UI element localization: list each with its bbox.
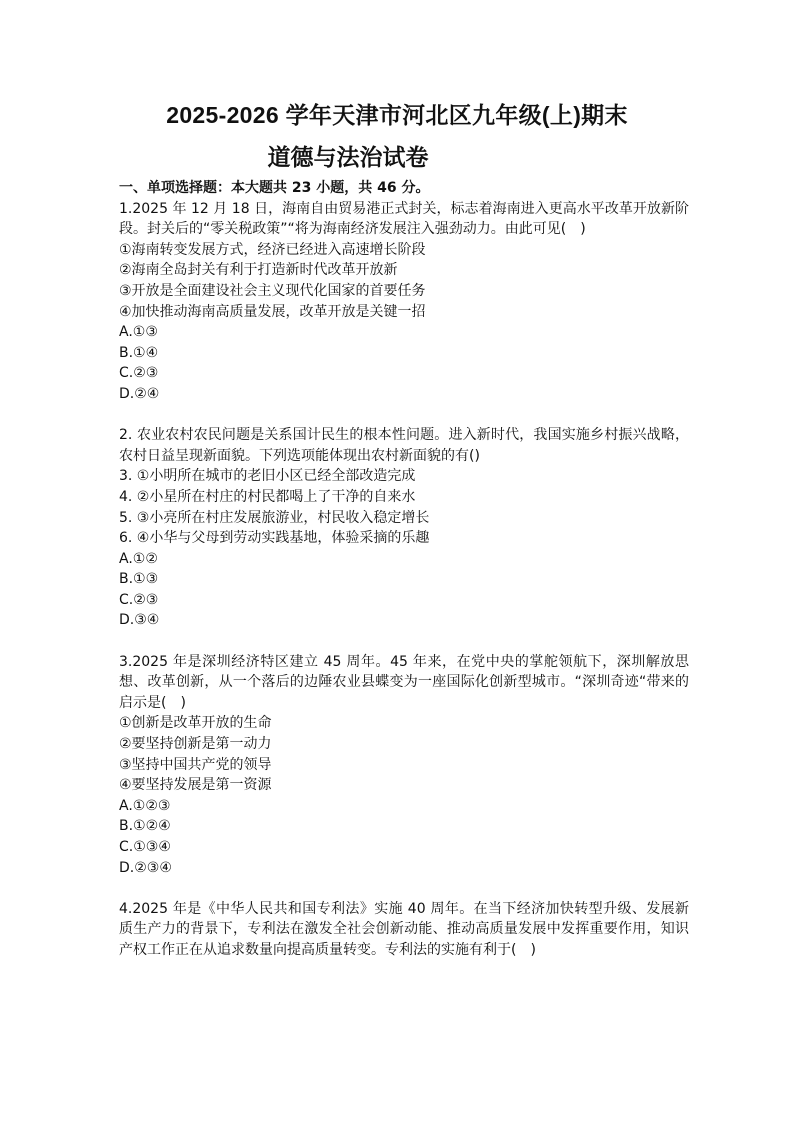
- question-2: [119, 425, 689, 631]
- answer-option: C.①③④: [119, 839, 171, 855]
- answer-option: C.②③: [119, 591, 159, 608]
- blank-line: [119, 405, 689, 426]
- statement: ④要坚持发展是第一资源: [119, 777, 272, 794]
- answer-option: A.①③: [119, 324, 158, 341]
- statement: 5. ③小亮所在村庄发展旅游业，村民收入稳定增长: [119, 509, 430, 526]
- blank-line: [119, 631, 689, 652]
- exam-title-line-1: 2025-2026 学年天津市河北区九年级(上)期末: [166, 102, 628, 128]
- answer-option: A.①②: [119, 550, 158, 567]
- blank-line: [119, 878, 689, 899]
- statement: ②海南全岛封关有利于打造新时代改革开放新: [119, 262, 398, 279]
- answer-option: D.③④: [119, 612, 160, 629]
- statement: 4. ②小星所在村庄的村民都喝上了干净的自来水: [119, 488, 416, 505]
- statement: ③坚持中国共产党的领导: [119, 756, 272, 773]
- answer-option: D.②④: [119, 385, 160, 402]
- exam-title-line-2: 道德与法治试卷: [267, 144, 429, 170]
- exam-content: [119, 178, 689, 961]
- question-stem: 2. 农业农村农民问题是关系国计民生的根本性问题。进入新时代，我国实施乡村振兴战略，农村日益呈现新面貌。下列选项能体现出农村新面貌的有(): [119, 427, 689, 464]
- answer-option: B.①②④: [119, 818, 171, 835]
- answer-option: D.②③④: [119, 859, 172, 876]
- statement: 6. ④小华与父母到劳动实践基地，体验采摘的乐趣: [119, 530, 430, 547]
- question-stem: 4.2025 年是《中华人民共和国专利法》实施 40 周年。在当下经济加快转型升级、发展新质生产力的背景下，专利法在激发全社会创新动能、推动高质量发展中发挥重要作用，知识产权工作正在从追求数量向提高质量转变。专利法的实施有利于( ): [119, 900, 689, 958]
- section-heading: 一、单项选择题：本大题共 23 小题，共 46 分。: [119, 180, 430, 196]
- answer-option: C.②③: [119, 365, 159, 382]
- statement: 3. ①小明所在城市的老旧小区已经全部改造完成: [119, 468, 416, 485]
- statement: ④加快推动海南高质量发展，改革开放是关键一招: [119, 303, 426, 320]
- statement: ③开放是全面建设社会主义现代化国家的首要任务: [119, 282, 426, 299]
- answer-option: B.①③: [119, 571, 159, 588]
- statement: ①海南转变发展方式，经济已经进入高速增长阶段: [119, 241, 426, 258]
- question-stem: 3.2025 年是深圳经济特区建立 45 周年。45 年来，在党中央的掌舵领航下，深圳解放思想、改革创新，从一个落后的边陲农业县蝶变为一座国际化创新型城市。“深圳奇迹“带来的启示是( ): [119, 653, 689, 711]
- question-3: [119, 652, 689, 879]
- answer-option: A.①②③: [119, 797, 171, 814]
- question-4: [119, 899, 689, 961]
- statement: ①创新是改革开放的生命: [119, 715, 272, 732]
- answer-option: B.①④: [119, 344, 159, 361]
- question-1: [119, 199, 689, 405]
- statement: ②要坚持创新是第一动力: [119, 736, 272, 753]
- question-stem: 1.2025 年 12 月 18 日，海南自由贸易港正式封关，标志着海南进入更高水平改革开放新阶段。封关后的“零关税政策”“将为海南经济发展注入强劲动力。由此可见( ): [119, 200, 689, 238]
